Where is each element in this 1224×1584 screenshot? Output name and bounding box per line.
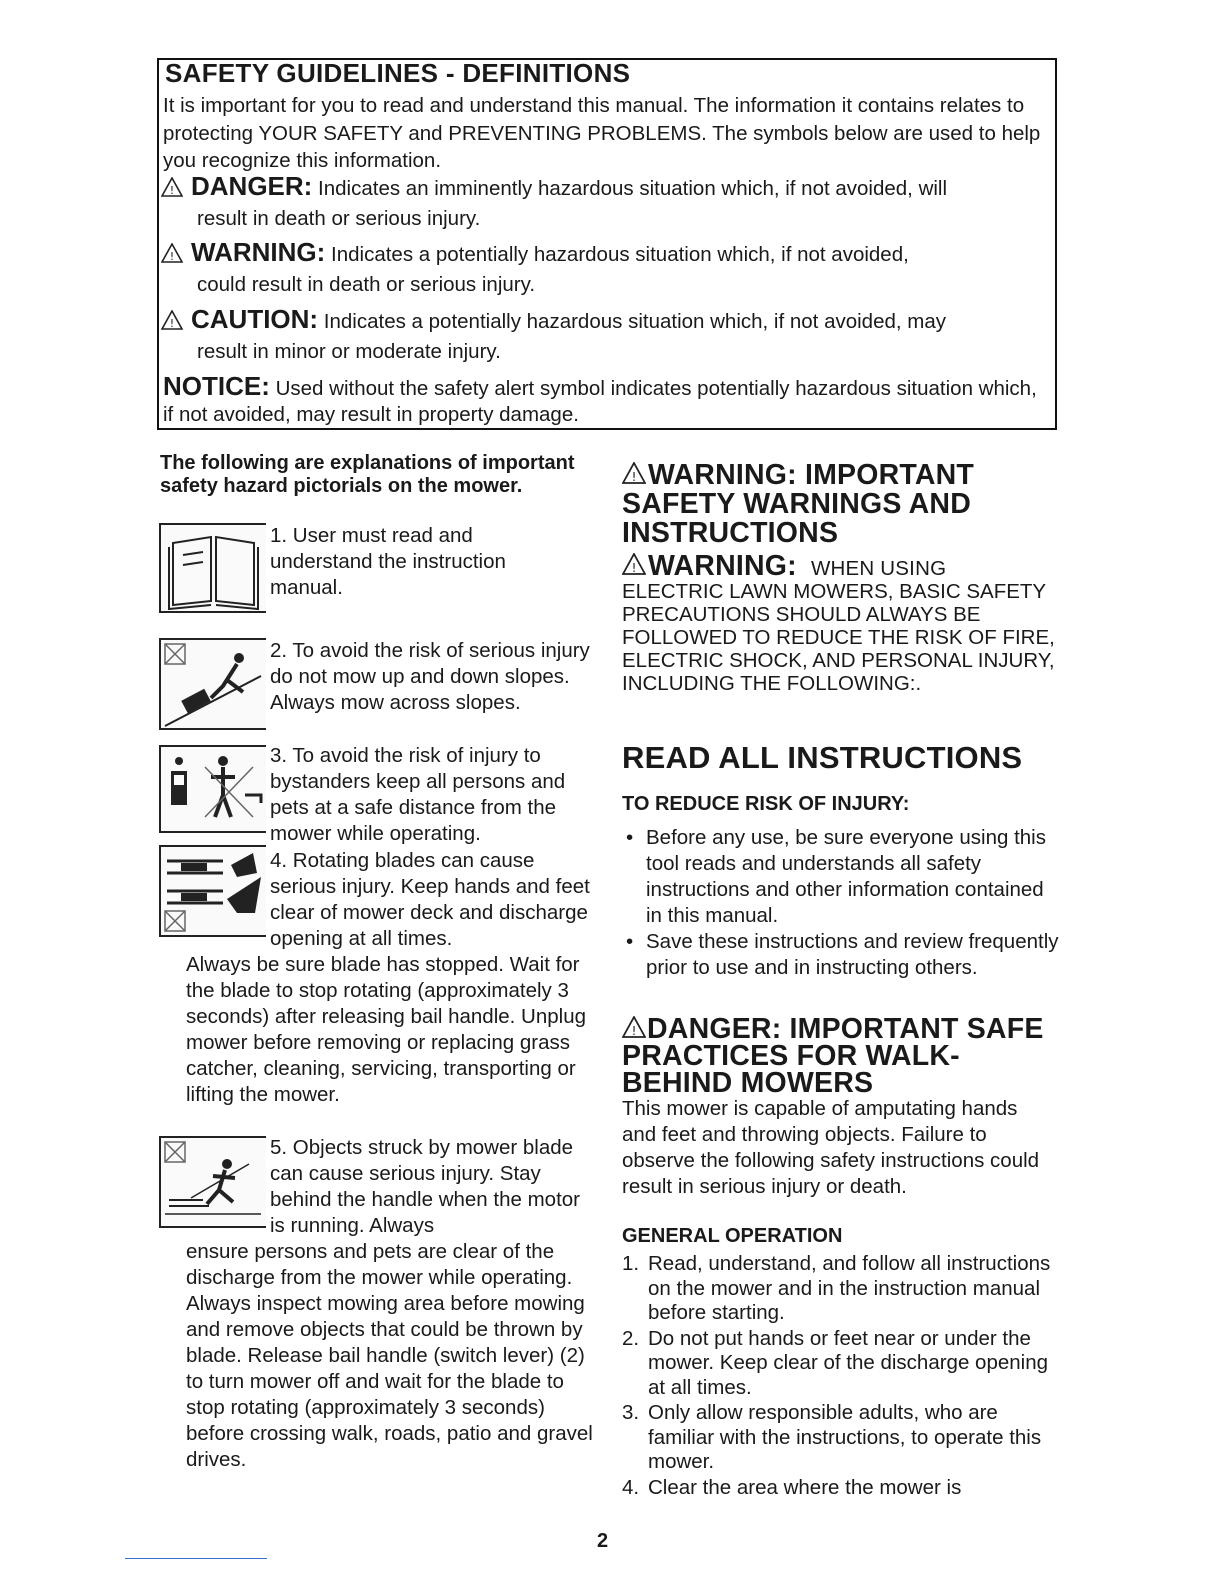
bullet-text: Before any use, be sure everyone using this tool reads and understands all safety instructions and other information contained in this manual. xyxy=(646,826,1046,927)
reduce-risk-list xyxy=(622,825,1062,981)
page-number: 2 xyxy=(597,1530,609,1552)
warning2-keyword: WARNING: xyxy=(648,550,797,582)
list-item xyxy=(622,1327,1062,1401)
bullet-text: Save these instructions and review frequently prior to use and in instructing others. xyxy=(646,930,1059,979)
pictorial-5-body-text: ensure persons and pets are clear of the discharge from the mower while operating. Always inspect mowing area before mowing and remove objects that could be thrown by blade. Release bail handle (switch lever) (2) to turn mower off and wait for the blade to stop rotating (approximately 3 seconds) before crossing walk, roads, patio and gravel drives. xyxy=(186,1240,593,1471)
step-number: 2. xyxy=(622,1326,640,1350)
bystanders-pictogram xyxy=(159,745,266,833)
svg-text:!: ! xyxy=(169,317,175,330)
caution-keyword: CAUTION: xyxy=(191,304,319,334)
notice-keyword: NOTICE: xyxy=(163,371,270,401)
warning-heading-line2: SAFETY WARNINGS AND xyxy=(622,488,971,520)
danger-heading-line2: PRACTICES FOR WALK- xyxy=(622,1040,960,1072)
read-all-instructions-heading: READ ALL INSTRUCTIONS xyxy=(622,740,1023,775)
step-text: Only allow responsible adults, who are familiar with the instructions, to operate this mower. xyxy=(648,1401,1042,1473)
caution-line2: result in minor or moderate injury. xyxy=(197,340,501,363)
blade-hand-foot-icon xyxy=(161,847,266,935)
reduce-risk-heading: TO REDUCE RISK OF INJURY: xyxy=(622,793,910,815)
warning-keyword: WARNING: xyxy=(191,237,326,267)
list-item xyxy=(622,1476,1062,1501)
safety-alert-icon xyxy=(622,553,646,580)
danger-text: This mower is capable of amputating hands and feet and throwing objects. Failure to observe the following safety instructions could result in serious injury or death. xyxy=(622,1097,1040,1198)
warning2-lead: WHEN USING xyxy=(810,557,947,580)
danger-keyword: DANGER: xyxy=(191,171,313,201)
step-number: 1. xyxy=(622,1252,640,1275)
svg-text:!: ! xyxy=(631,561,637,575)
warning-keyword-2 xyxy=(648,552,946,583)
safety-alert-icon xyxy=(622,1016,646,1043)
safety-alert-icon xyxy=(161,177,183,205)
footer-divider xyxy=(125,1558,267,1559)
general-operation-list xyxy=(622,1252,1062,1501)
danger-heading-line3: BEHIND MOWERS xyxy=(622,1067,874,1099)
thrown-objects-pictogram xyxy=(159,1136,266,1228)
list-item: • Save these instructions and review frequently prior to use and in instructing others. xyxy=(626,930,1059,979)
safety-alert-icon xyxy=(161,243,183,271)
definitions-intro: It is important for you to read and understand this manual. The information it contains relates to protecting YOUR SAFETY and PREVENTING PROBLEMS. The symbols below are used to help you recognize this information. xyxy=(163,94,1041,172)
step-text: Do not put hands or feet near or under the mower. Keep clear of the discharge opening at all times. xyxy=(648,1326,1049,1399)
pictorial-2-text: 2. To avoid the risk of serious injury do not mow up and down slopes. Always mow across slopes. xyxy=(270,639,590,714)
pictorial-3-text: 3. To avoid the risk of injury to bystanders keep all persons and pets at a safe distance from the mower while operating. xyxy=(270,744,566,845)
svg-text:!: ! xyxy=(631,1024,637,1038)
step-text: Clear the area where the mower is xyxy=(648,1475,962,1499)
danger-heading-line1: DANGER: IMPORTANT SAFE xyxy=(647,1013,1044,1045)
danger-line2: result in death or serious injury. xyxy=(197,207,481,230)
bystanders-icon xyxy=(161,747,266,831)
pictorial-1-text: 1. User must read and understand the instruction manual. xyxy=(270,524,506,599)
danger-line1: Indicates an imminently hazardous situation which, if not avoided, will xyxy=(318,177,948,200)
warning-heading-line3: INSTRUCTIONS xyxy=(622,517,839,549)
list-item: • Before any use, be sure everyone using this tool reads and understands all safety instructions and other information contained in this manual. xyxy=(626,826,1046,927)
notice-text: Used without the safety alert symbol indicates potentially hazardous situation which, if not avoided, may result in property damage. xyxy=(163,377,1037,426)
open-book-icon xyxy=(161,525,266,611)
general-operation-heading: GENERAL OPERATION xyxy=(622,1225,843,1247)
pictorial-4-side-text: 4. Rotating blades can cause serious injury. Keep hands and feet clear of mower deck and discharge opening at all times. xyxy=(270,849,590,950)
rotating-blades-pictogram xyxy=(159,845,266,937)
pictorial-4-body-text: Always be sure blade has stopped. Wait for the blade to stop rotating (approximately 3 seconds) after releasing bail handle. Unplug mower before removing or replacing grass catcher, cleaning, servicing, transporting or lifting the mower. xyxy=(186,953,587,1106)
warning-definition xyxy=(161,238,1055,299)
safety-definitions-box xyxy=(157,58,1057,430)
thrown-object-icon xyxy=(161,1138,266,1226)
caution-definition xyxy=(161,305,1055,366)
svg-text:!: ! xyxy=(631,470,637,484)
list-item xyxy=(622,1252,1062,1326)
mower-on-slope-icon xyxy=(161,640,266,728)
warning-line2: could result in death or serious injury. xyxy=(197,273,536,296)
warning-line1: Indicates a potentially hazardous situation which, if not avoided, xyxy=(331,243,909,266)
step-text: Read, understand, and follow all instructions on the mower and in the instruction manual before starting. xyxy=(648,1252,1051,1324)
safety-alert-icon xyxy=(622,462,646,489)
pictorial-5-side-text: 5. Objects struck by mower blade can cause serious injury. Stay behind the handle when the motor is running. Always xyxy=(270,1136,581,1237)
step-number: 4. xyxy=(622,1475,640,1499)
svg-text:!: ! xyxy=(169,184,175,197)
svg-text:!: ! xyxy=(169,250,175,263)
step-number: 3. xyxy=(622,1401,640,1424)
pictorials-heading: The following are explanations of important safety hazard pictorials on the mower. xyxy=(160,452,575,497)
notice-definition xyxy=(163,373,1043,428)
definitions-title: SAFETY GUIDELINES - DEFINITIONS xyxy=(165,58,631,88)
warning2-text: ELECTRIC LAWN MOWERS, BASIC SAFETY PRECAUTIONS SHOULD ALWAYS BE FOLLOWED TO REDUCE THE RISK OF FIRE, ELECTRIC SHOCK, AND PERSONAL INJURY, INCLUDING THE FOLLOWING:. xyxy=(622,580,1055,695)
danger-definition xyxy=(161,172,1055,233)
safety-alert-icon xyxy=(161,310,183,338)
warning-heading-line1: WARNING: IMPORTANT xyxy=(648,459,975,491)
slope-pictogram xyxy=(159,638,266,730)
read-manual-pictogram xyxy=(159,523,266,613)
caution-line1: Indicates a potentially hazardous situation which, if not avoided, may xyxy=(323,310,946,333)
list-item xyxy=(622,1401,1062,1475)
